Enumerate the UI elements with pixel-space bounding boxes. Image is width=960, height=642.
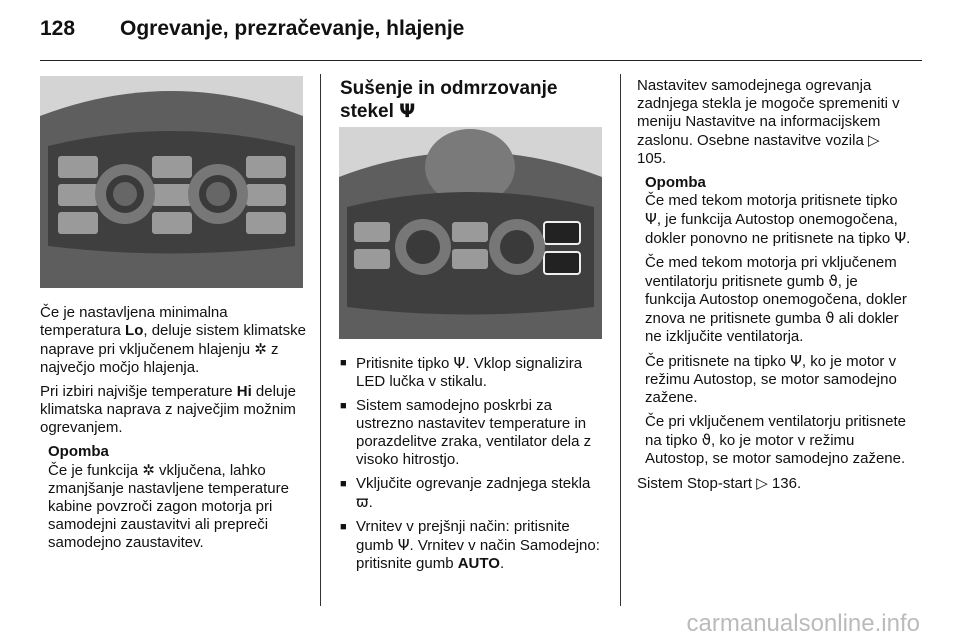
climate-panel-photo xyxy=(40,76,303,288)
note-block: Opomba Če je funkcija ✲ vključena, lahko zmanjšanje nastavljene temperature kabine povzroči zagon motorja pri samodejni zaustavitvi ali prepreči samodejno zaustavitev. xyxy=(40,443,308,552)
defrost-icon: Ψ xyxy=(397,536,410,554)
note-title: Opomba xyxy=(645,174,706,191)
column-1 xyxy=(40,304,308,552)
snowflake-icon: ✲ xyxy=(254,340,267,358)
auto-label: AUTO xyxy=(457,555,500,572)
fan-icon: ϑ xyxy=(828,272,838,290)
column-2-heading xyxy=(340,77,605,129)
fan-icon: ϑ xyxy=(825,309,835,327)
page-number: 128 xyxy=(40,17,76,40)
column-divider-1 xyxy=(320,74,321,606)
list-item: ■ Vključite ogrevanje zadnjega stekla ϖ. xyxy=(340,475,605,512)
lo-label: Lo xyxy=(125,322,144,339)
paragraph-lo: Če je nastavljena minimalna temperatura Lo, deluje sistem klimatske naprave pri vključenem hlajenju ✲ z največjo močjo hlajenja. xyxy=(40,304,306,376)
step-list xyxy=(340,354,605,573)
snowflake-icon: ✲ xyxy=(142,461,155,479)
list-item: ■ Vrnitev v prejšnji način: pritisnite gumb Ψ. Vrnitev v način Samodejno: pritisnite gumb AUTO. xyxy=(340,518,605,573)
list-item: ■ Pritisnite tipko Ψ. Vklop signalizira LED lučka v stikalu. xyxy=(340,354,605,391)
page-header xyxy=(40,17,464,41)
defrost-panel-photo xyxy=(339,127,602,339)
note-title: Opomba xyxy=(48,443,109,460)
fan-icon: ϑ xyxy=(701,431,712,449)
rear-window-heating-icon: ϖ xyxy=(356,493,369,511)
section-heading: Sušenje in odmrzovanje stekel Ψ xyxy=(340,78,558,122)
paragraph-stop-start: Sistem Stop-start ▷ 136. xyxy=(637,474,802,492)
column-3 xyxy=(637,77,912,499)
list-item: ■ Sistem samodejno poskrbi za ustrezno nastavitev temperature in porazdelitve zraka, ventilator dela z visoko hitrostjo. xyxy=(340,397,605,469)
column-2 xyxy=(340,354,605,579)
column-divider-2 xyxy=(620,74,621,606)
watermark: carmanualsonline.info xyxy=(686,610,920,637)
defrost-icon: Ψ xyxy=(894,229,907,247)
paragraph-settings: Nastavitev samodejnega ogrevanja zadnjega stekla je mogoče spremeniti v meniju Nastavitve na informacijskem zaslonu. Osebne nastavitve vozila ▷ 105. xyxy=(637,77,900,167)
paragraph-hi: Pri izbiri najvišje temperature Hi deluje klimatska naprava z največjim možnim ogrevanjem. xyxy=(40,383,296,436)
hi-label: Hi xyxy=(236,383,252,400)
note-block: Opomba Če med tekom motorja pritisnete tipko Ψ, je funkcija Autostop onemogočena, dokler ponovno ne pritisnete na tipko Ψ. Če med tekom motorja pri vključenem ventilatorju pritisnete gumb ϑ, je funkcija Autostop onemogočena, dokler znova ne pritisnete gumba ϑ ali dokler ne izključite ventilatorja. Če pritisnete na tipko Ψ, ko je motor v režimu Autostop, se motor samodejno zažene. Če pri vključenem ventilatorju pritisnete na tipko ϑ, ko je motor v režimu Autostop, se motor samodejno zažene. xyxy=(645,174,911,467)
reference-arrow-icon: ▷ xyxy=(756,474,768,492)
defrost-icon: Ψ xyxy=(790,352,802,370)
reference-arrow-icon: ▷ xyxy=(867,131,880,149)
defrost-icon: Ψ xyxy=(453,354,466,372)
page-title: Ogrevanje, prezračevanje, hlajenje xyxy=(120,17,465,40)
defrost-icon: Ψ xyxy=(399,100,416,122)
defrost-icon: Ψ xyxy=(645,210,657,228)
header-rule xyxy=(40,60,922,61)
